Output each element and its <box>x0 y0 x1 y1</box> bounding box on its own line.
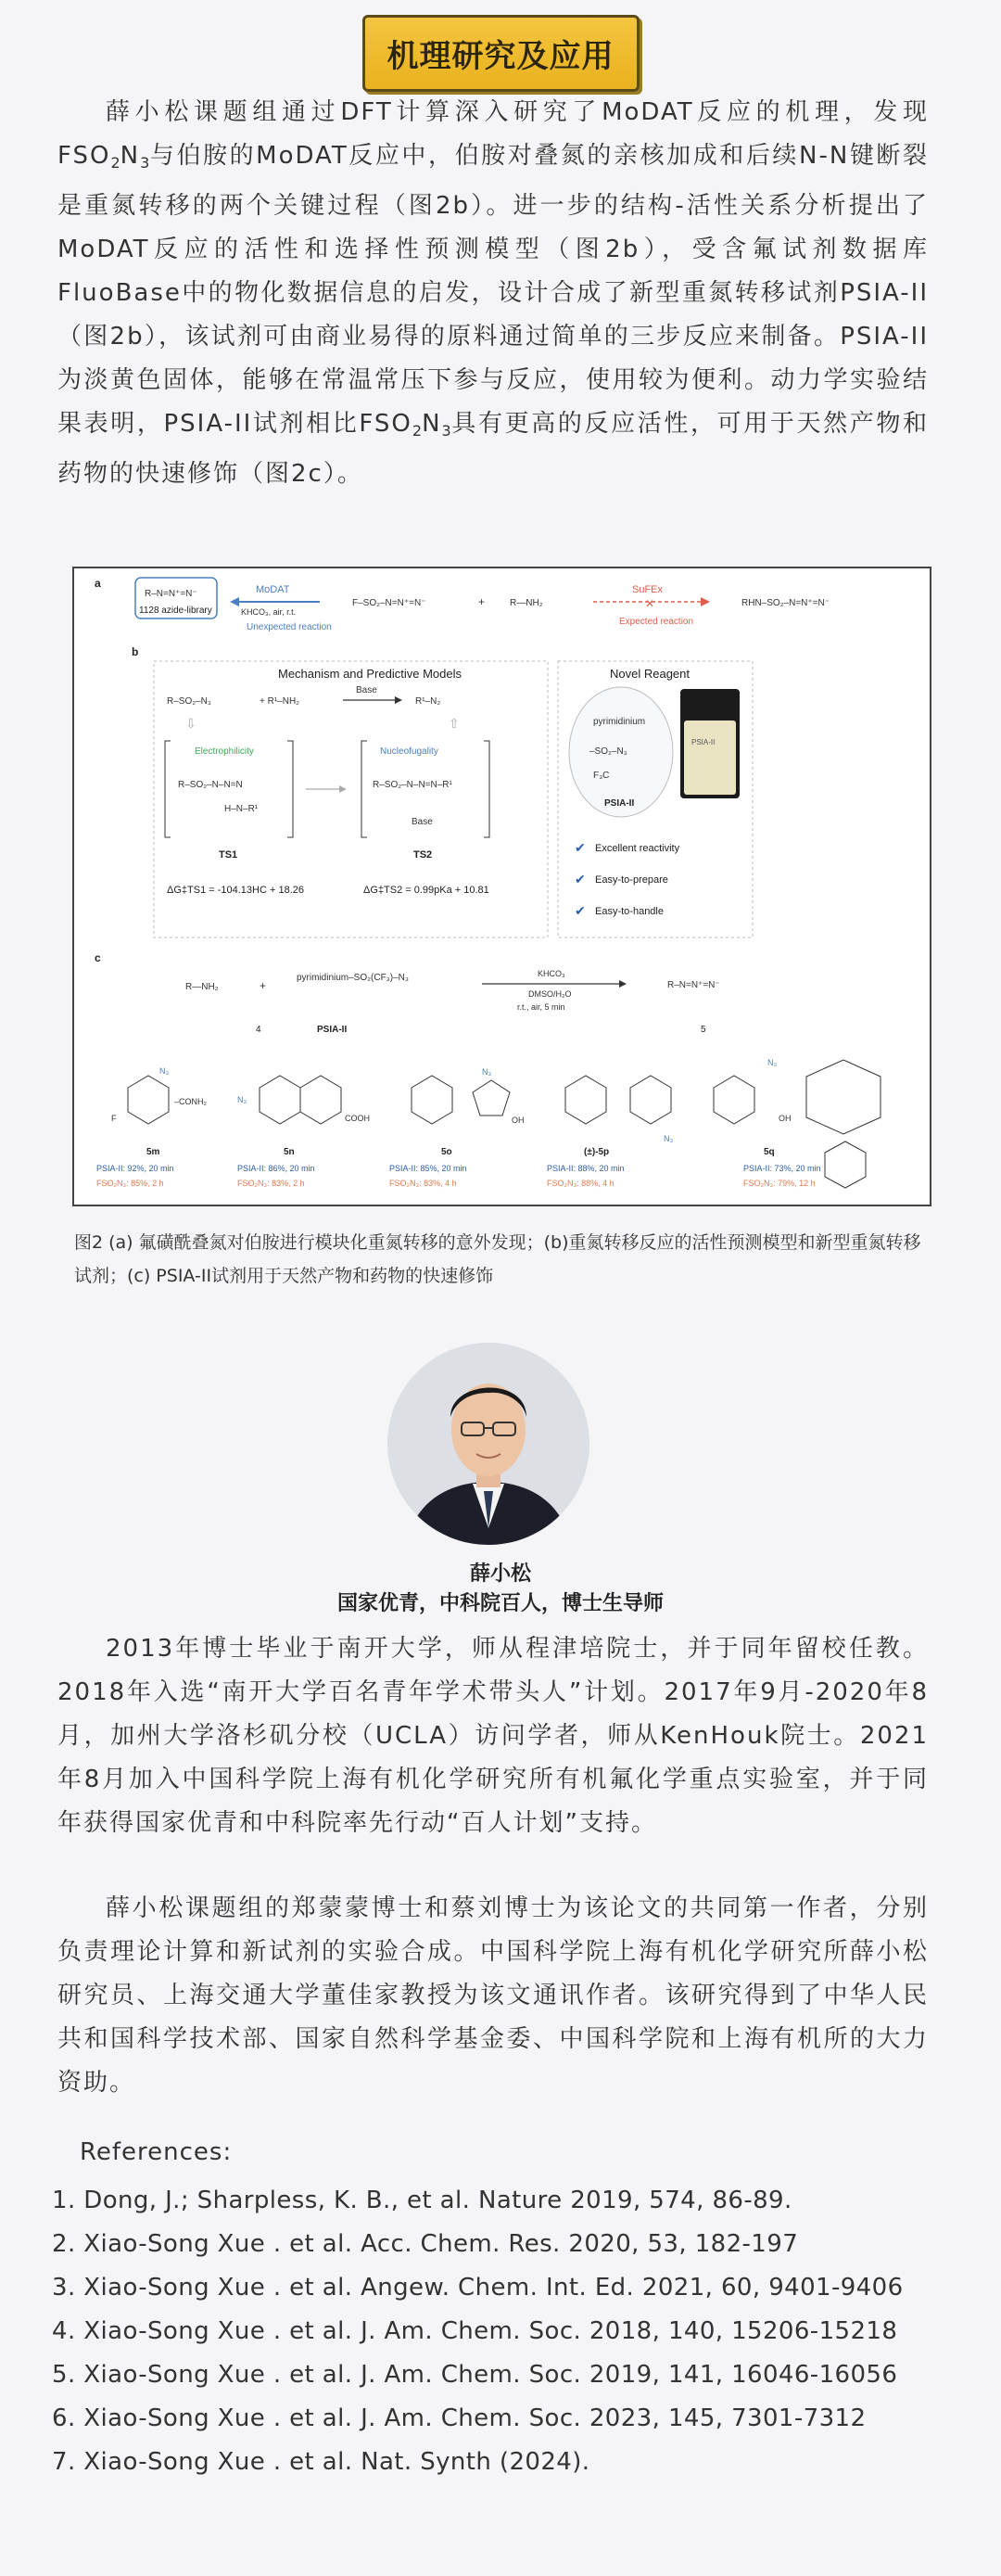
intro-paragraph <box>57 91 929 496</box>
figure-2 <box>72 567 931 1206</box>
oh-5o: OH <box>512 1116 525 1125</box>
intro-text-3: 与伯胺的MoDAT反应中，伯胺对叠氮的亲核加成和后续N-N键断裂是重氮转移的两个关键过程（图2b）。进一步的结构-活性关系分析提出了MoDAT反应的活性和选择性预测模型（图2b），受含氟试剂数据库FluoBase中的物化数据信息的启发，设计合成了新型重氮转移试剂PSIA-II（图2b），该试剂可由商业易得的原料通过简单的三步反应来制备。PSIA-II为淡黄色固体，能够在常温常压下参与反应，使用较为便利。动力学实验结果表明，PSIA-II试剂相比FSO <box>57 142 929 438</box>
product-id-5p: (±)-5p <box>584 1147 610 1157</box>
product-psia-5q: PSIA-II: 73%, 20 min <box>743 1164 821 1173</box>
fso2n3-structure: F‒SO₂‒N=N⁺=N⁻ <box>352 598 426 608</box>
mechanism-box <box>154 661 548 937</box>
check-icon-1: ✔ <box>575 840 586 855</box>
reference-item: 5. Xiao-Song Xue . et al. J. Am. Chem. Soc. 2019, 141, 16046-16056 <box>52 2361 898 2389</box>
unexpected-label: Unexpected reaction <box>247 622 332 632</box>
psia-cf3: F₃C <box>593 771 610 781</box>
panel-a-label: a <box>95 577 101 590</box>
product-psia-5o: PSIA-II: 85%, 20 min <box>389 1164 467 1173</box>
nucleofugality-label: Nucleofugality <box>380 746 438 757</box>
reference-item: 6. Xiao-Song Xue . et al. J. Am. Chem. Soc. 2023, 145, 7301-7312 <box>52 2404 867 2432</box>
figure-caption: 图2 (a) 氟磺酰叠氮对伯胺进行模块化重氮转移的意外发现；(b)重氮转移反应的活性预测模型和新型重氮转移试剂；(c) PSIA-II试剂用于天然产物和药物的快速修饰 <box>74 1232 921 1286</box>
ring-5q-3 <box>825 1141 866 1188</box>
ring-5o-2 <box>473 1080 510 1116</box>
sufex-label: SuFEx <box>632 584 664 595</box>
ring-5m <box>128 1076 169 1124</box>
azide-5q: N₃ <box>767 1058 778 1067</box>
product-id-5m: 5m <box>146 1147 160 1157</box>
ts2-structure: R‒SO₂‒N‒N=N‒R¹ <box>373 780 452 790</box>
amide-5m: ‒CONH₂ <box>174 1097 207 1106</box>
intro-text-2: N <box>120 142 141 170</box>
intro-text-1: 薛小松课题组通过DFT计算深入研究了MoDAT反应的机理，发现FSO <box>57 98 929 170</box>
base-label: Base <box>356 685 377 695</box>
azide-5n: N₃ <box>237 1095 247 1104</box>
oh-5q: OH <box>779 1114 792 1123</box>
mech-arrowhead <box>395 696 402 704</box>
electrophilicity-label: Electrophilicity <box>195 746 254 757</box>
ts1-amine: H‒N‒R¹ <box>224 804 259 814</box>
acid-5n: COOH <box>345 1114 370 1123</box>
portrait-graphic <box>387 1343 589 1545</box>
ts2-base: Base <box>412 817 433 827</box>
product-fso-5m: FSO₂N₃: 85%, 2 h <box>96 1179 164 1188</box>
mech-reactant: R‒SO₂‒N₃ <box>167 696 211 707</box>
product-fso-5q: FSO₂N₃: 79%, 12 h <box>743 1179 816 1188</box>
sulfamoyl-azide-structure: RHN‒SO₂‒N=N⁺=N⁻ <box>741 598 830 608</box>
ts1-label: TS1 <box>219 849 238 861</box>
azide-5o: N₃ <box>482 1067 492 1077</box>
modat-arrowhead <box>230 597 239 606</box>
modat-label: MoDAT <box>256 584 290 595</box>
figure-2-graphic <box>74 568 933 1208</box>
panel-b-label: b <box>132 645 139 658</box>
azide-5m: N₃ <box>159 1066 170 1076</box>
ts1-equation: ΔG‡TS1 = -104.13HC + 18.26 <box>167 885 304 896</box>
product-fso-5o: FSO₂N₃: 83%, 4 h <box>389 1179 457 1188</box>
reference-item: 1. Dong, J.; Sharpless, K. B., et al. Nature 2019, 574, 86-89. <box>52 2187 792 2214</box>
author-title: 国家优青，中科院百人，博士生导师 <box>336 1592 664 1615</box>
mech-amine: + R¹‒NH₂ <box>260 696 300 707</box>
intro-sub-2: 3 <box>140 154 150 172</box>
plus-c: + <box>260 979 267 992</box>
cmpd5-label: 5 <box>701 1025 706 1035</box>
ts2-label: TS2 <box>413 849 433 861</box>
ring-5o-1 <box>412 1076 452 1124</box>
ts-transition-arrowhead <box>339 785 347 793</box>
intro-sub-4: 3 <box>441 422 451 440</box>
author-portrait <box>387 1343 589 1545</box>
section-title: 机理研究及应用 <box>362 15 640 92</box>
amine-c: R—NH₂ <box>185 982 219 992</box>
product-5m <box>111 1066 208 1124</box>
panel-c-label: c <box>95 951 101 964</box>
product-5n <box>237 1076 370 1124</box>
vial-powder <box>684 721 736 795</box>
references-list <box>52 2179 969 2484</box>
ack-paragraph: 薛小松课题组的郑蒙蒙博士和蔡刘博士为该论文的共同第一作者，分别负责理论计算和新试剂的实验合成。中国科学院上海有机化学研究所薛小松研究员、上海交通大学董佳家教授为该文通讯作者。该研究得到了中华人民共和国科学技术部、国家自然科学基金委、中国科学院和上海有机所的大力资助。 <box>57 1894 929 2097</box>
azide-structure-a: R‒N=N⁺=N⁻ <box>145 589 197 599</box>
check-icon-2: ✔ <box>575 872 586 886</box>
cond-c1: KHCO₃ <box>538 969 565 978</box>
up-arrow: ⇧ <box>449 716 460 731</box>
reference-item: 3. Xiao-Song Xue . et al. Angew. Chem. Int. Ed. 2021, 60, 9401-9406 <box>52 2274 904 2302</box>
product-5o <box>412 1067 525 1125</box>
down-arrow: ⇩ <box>185 716 196 731</box>
vial-label: PSIA-II <box>691 738 716 746</box>
product-c-structure: R‒N=N⁺=N⁻ <box>667 980 720 990</box>
intro-sub-3: 2 <box>412 422 423 440</box>
references-heading: References: <box>80 2138 233 2166</box>
novel-reagent-title: Novel Reagent <box>610 667 690 681</box>
fluoro-5m: F <box>111 1114 117 1123</box>
sufex-arrowhead <box>701 597 710 606</box>
section-title-wrap <box>0 15 1001 92</box>
product-id-5q: 5q <box>764 1147 775 1157</box>
product-fso-5n: FSO₂N₃: 83%, 2 h <box>237 1179 305 1188</box>
bullet-1: Excellent reactivity <box>595 843 680 854</box>
amine-a: R—NH₂ <box>510 598 543 608</box>
ring-5n-1 <box>260 1076 300 1124</box>
psia-c-structure: pyrimidinium‒SO₂(CF₃)‒N₃ <box>297 973 409 983</box>
product-id-5o: 5o <box>441 1147 452 1157</box>
reference-item: 7. Xiao-Song Xue . et al. Nat. Synth (2024). <box>52 2448 590 2476</box>
ring-5p-2 <box>630 1076 671 1124</box>
check-icon-3: ✔ <box>575 903 586 918</box>
bio-paragraph: 2013年博士毕业于南开大学，师从程津培院士，并于同年留校任教。2018年入选“南开大学百名青年学术带头人”计划。2017年9月-2020年8月，加州大学洛杉矶分校（UCLA）访问学者，师从KenHouk院士。2021年8月加入中国科学院上海有机化学研究所有机氟化学重点实验室，并于同年获得国家优青和中科院率先行动“百人计划”支持。 <box>57 1635 929 1837</box>
ts2-equation: ΔG‡TS2 = 0.99pKa + 10.81 <box>363 885 489 896</box>
intro-text-5: 具有更高的反应活性，可用于天然产物和药物的快速修饰（图2c）。 <box>57 410 929 488</box>
ring-5q-2 <box>806 1060 881 1134</box>
product-id-5n: 5n <box>284 1147 295 1157</box>
intro-text-4: N <box>422 410 442 438</box>
ring-5q-1 <box>714 1076 754 1124</box>
mech-product: R¹‒N₂ <box>415 696 441 707</box>
reference-item: 2. Xiao-Song Xue . et al. Acc. Chem. Res. 2020, 53, 182-197 <box>52 2230 799 2258</box>
plus-a: + <box>478 595 486 608</box>
azide-5p: N₃ <box>664 1134 674 1143</box>
product-psia-5n: PSIA-II: 86%, 20 min <box>237 1164 315 1173</box>
product-psia-5m: PSIA-II: 92%, 20 min <box>96 1164 174 1173</box>
intro-sub-1: 2 <box>110 154 120 172</box>
product-fso-5p: FSO₂N₃: 88%, 4 h <box>547 1179 615 1188</box>
ts1-structure: R‒SO₂‒N‒N=N <box>178 780 243 790</box>
cond-c2: DMSO/H₂O <box>528 989 572 999</box>
psia-pyrimidine: pyrimidinium <box>593 717 646 727</box>
azide-library-label: 1128 azide-library <box>139 606 212 616</box>
product-5p <box>565 1076 673 1143</box>
c-arrowhead <box>619 980 627 988</box>
bullet-2: Easy-to-prepare <box>595 874 668 886</box>
bullet-3: Easy-to-handle <box>595 906 664 917</box>
cmpd4-label: 4 <box>256 1025 261 1035</box>
expected-label: Expected reaction <box>619 617 694 627</box>
product-psia-5p: PSIA-II: 88%, 20 min <box>547 1164 625 1173</box>
mechanism-title: Mechanism and Predictive Models <box>278 667 462 681</box>
sufex-cross: ✕ <box>645 597 655 610</box>
modat-conditions: KHCO₃, air, r.t. <box>241 607 297 617</box>
author-name: 薛小松 <box>469 1562 531 1586</box>
psia-core: ‒SO₂‒N₃ <box>589 746 627 757</box>
reference-item: 4. Xiao-Song Xue . et al. J. Am. Chem. Soc. 2018, 140, 15206-15218 <box>52 2317 898 2345</box>
ring-5p-1 <box>565 1076 606 1124</box>
ring-5n-2 <box>300 1076 341 1124</box>
psia-label: PSIA-II <box>604 798 635 809</box>
cond-c3: r.t., air, 5 min <box>517 1002 565 1012</box>
psia-c-label: PSIA-II <box>317 1025 348 1035</box>
